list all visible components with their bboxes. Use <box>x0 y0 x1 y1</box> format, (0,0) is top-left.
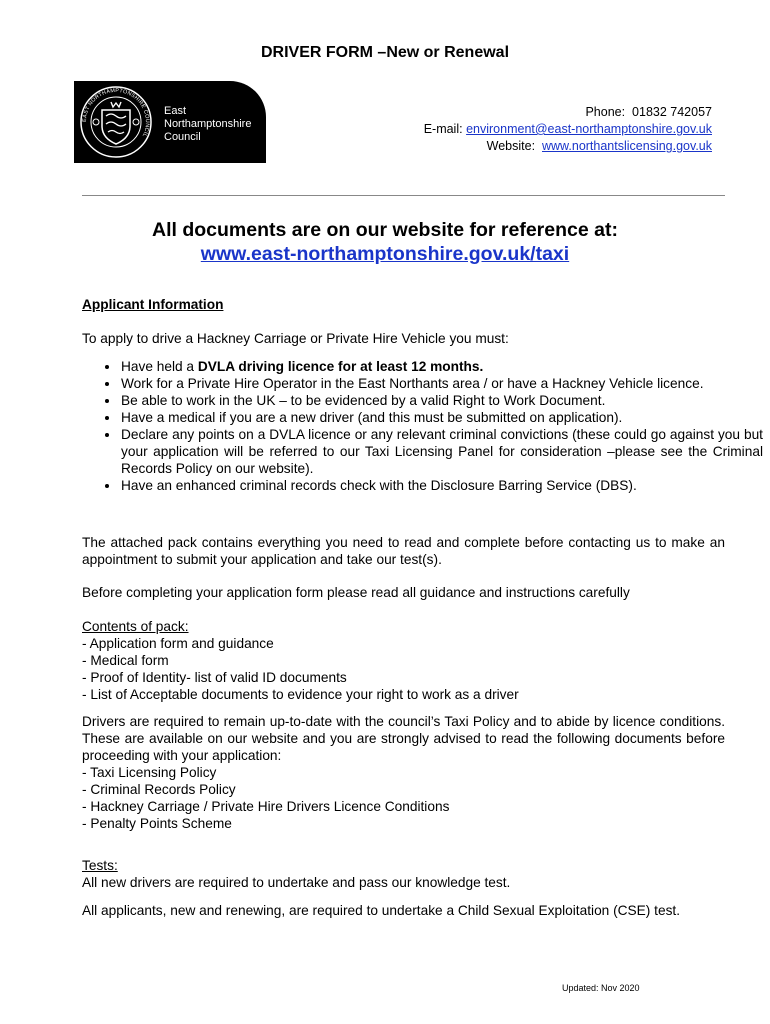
drivers-paragraph: Drivers are required to remain up-to-date with the council’s Taxi Policy and to abide by licence conditions. These are available on our website and you are strongly advised to read the following documents before proceeding with your application: <box>82 714 725 763</box>
email-line <box>424 121 712 138</box>
pack-paragraph: The attached pack contains everything you need to read and complete before contacting us to make an appointment to submit your application and take our test(s). <box>82 535 725 567</box>
requirement-item: • Declare any points on a DVLA licence or any relevant criminal convictions (these could go against you but your application will be referred to our Taxi Licensing Panel for consideration –please see the Criminal Records Policy on our website). <box>120 426 763 477</box>
updated-date: Updated: Nov 2020 <box>562 983 640 993</box>
tests-section <box>82 857 725 891</box>
requirement-text: Have held a <box>121 359 198 374</box>
policy-item: - Taxi Licensing Policy <box>82 765 217 780</box>
contents-item: - Application form and guidance <box>82 636 274 651</box>
website-line <box>424 138 712 155</box>
policy-item: - Criminal Records Policy <box>82 782 236 797</box>
requirement-item: • Have an enhanced criminal records check with the Disclosure Barring Service (DBS). <box>120 477 763 494</box>
email-label: E-mail: <box>423 122 463 136</box>
council-name <box>164 105 251 144</box>
website-link[interactable]: www.northantslicensing.gov.uk <box>542 139 712 153</box>
policy-item: - Hackney Carriage / Private Hire Drivers Licence Conditions <box>82 799 450 814</box>
contents-heading: Contents of pack: <box>82 619 189 634</box>
policy-item: - Penalty Points Scheme <box>82 816 232 831</box>
guidance-paragraph: Before completing your application form please read all guidance and instructions carefully <box>82 585 630 600</box>
contents-item: - Proof of Identity- list of valid ID documents <box>82 670 347 685</box>
requirement-item <box>120 358 763 375</box>
requirement-emphasis: DVLA driving licence for at least 12 months. <box>197 359 484 374</box>
website-label: Website: <box>486 139 536 153</box>
phone-label: Phone: <box>585 105 626 119</box>
requirement-item: • Work for a Private Hire Operator in the East Northants area / or have a Hackney Vehicle licence. <box>120 375 763 392</box>
reference-heading-text: All documents are on our website for reference at: <box>152 219 618 241</box>
council-name-line: East <box>164 105 187 117</box>
header-divider <box>82 195 725 196</box>
contact-details <box>424 104 712 155</box>
council-name-line: Northamptonshire <box>164 118 252 130</box>
document-title: DRIVER FORM –New or Renewal <box>260 44 510 61</box>
requirement-item: • Be able to work in the UK – to be evidenced by a valid Right to Work Document. <box>120 392 763 409</box>
applicant-heading: Applicant Information <box>82 297 224 312</box>
cse-paragraph: All applicants, new and renewing, are required to undertake a Child Sexual Exploitation (CSE) test. <box>82 903 681 918</box>
reference-heading <box>0 218 770 266</box>
phone-number: 01832 742057 <box>632 105 712 119</box>
phone-line <box>424 104 712 121</box>
council-name-line: Council <box>164 131 201 143</box>
tests-heading: Tests: <box>82 858 118 873</box>
requirement-item: • Have a medical if you are a new driver (and this must be submitted on application). <box>120 409 763 426</box>
council-crest-icon <box>78 84 154 160</box>
contents-of-pack <box>82 618 725 703</box>
email-link[interactable]: environment@east-northamptonshire.gov.uk <box>466 122 712 136</box>
reference-link[interactable]: www.east-northamptonshire.gov.uk/taxi <box>200 243 570 265</box>
council-logo <box>74 81 266 163</box>
tests-paragraph: All new drivers are required to undertake and pass our knowledge test. <box>82 875 511 890</box>
applicant-intro: To apply to drive a Hackney Carriage or Private Hire Vehicle you must: <box>82 331 509 346</box>
contents-item: - List of Acceptable documents to evidence your right to work as a driver <box>82 687 519 702</box>
svg-text:EAST NORTHAMPTONSHIRE COUNCIL: EAST NORTHAMPTONSHIRE COUNCIL <box>81 87 151 138</box>
contents-item: - Medical form <box>82 653 169 668</box>
requirements-list <box>82 358 763 494</box>
drivers-policy-section <box>82 713 725 832</box>
